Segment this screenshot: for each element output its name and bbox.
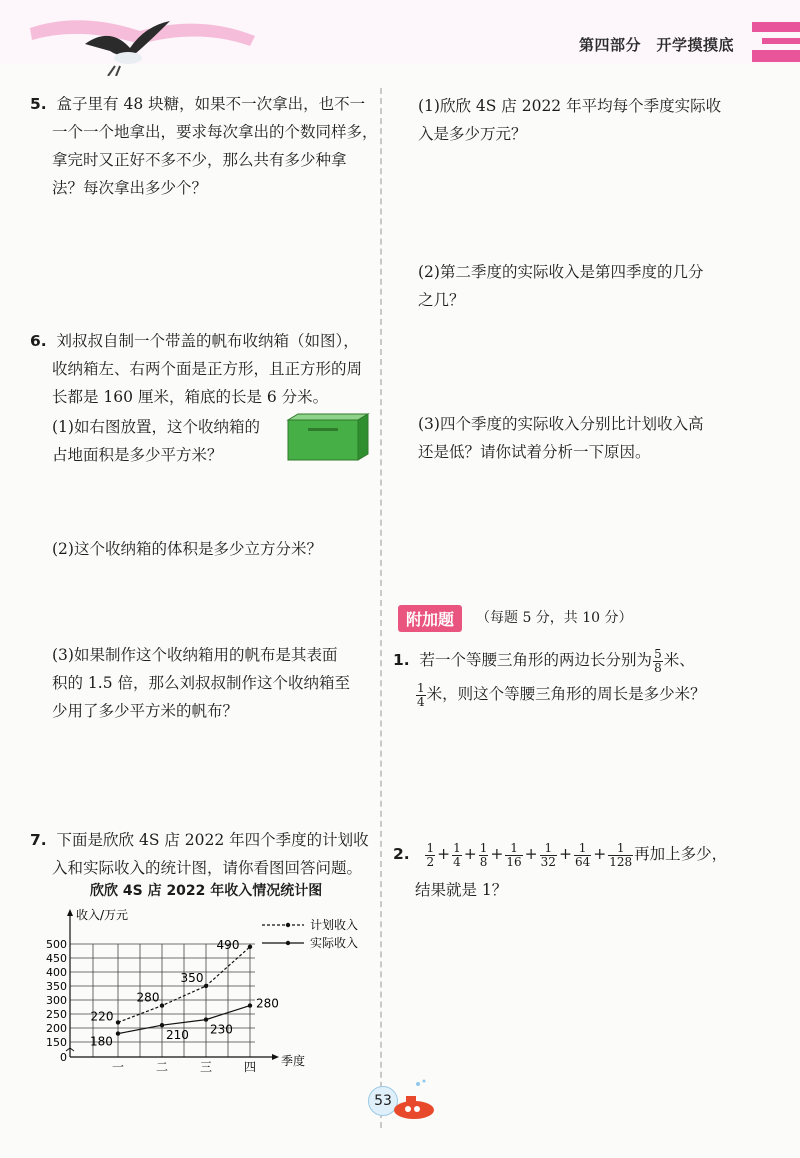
y-tick-label: 350 [46, 980, 67, 993]
plus-sign: + [593, 845, 607, 863]
question-text: (2)这个收纳箱的体积是多少立方分米？ [52, 540, 322, 558]
corner-decoration [740, 14, 800, 74]
denominator: 16 [506, 854, 522, 869]
numerator: 1 [540, 842, 557, 856]
question-text: 积的 1.5 倍，那么刘叔叔制作这个收纳箱至 [52, 674, 351, 692]
data-label: 280 [256, 996, 279, 1011]
data-point [160, 1023, 164, 1027]
question-text: 入是多少万元？ [418, 125, 527, 143]
question-7-part-2 [418, 258, 763, 314]
question-number: 5. [30, 95, 47, 113]
plus-sign: + [437, 845, 451, 863]
denominator: 4 [417, 694, 425, 709]
column-divider [380, 88, 382, 1128]
data-label: 180 [90, 1034, 113, 1049]
question-text: (3)如果制作这个收纳箱用的帆布是其表面 [52, 646, 338, 664]
question-text: 再加上多少， [634, 845, 728, 863]
bonus-section-badge: 附加题 [398, 605, 462, 632]
numerator: 1 [417, 680, 425, 695]
data-point [116, 1031, 120, 1035]
fraction [479, 842, 489, 869]
legend-label: 计划收入 [310, 918, 359, 932]
question-text: 一个一个地拿出，要求每次拿出的个数同样多， [52, 123, 378, 141]
legend-marker [286, 941, 290, 945]
y-axis-label: 收入/万元 [76, 908, 129, 922]
seagull-decoration [20, 6, 260, 76]
question-text: 米，则这个等腰三角形的周长是多少米？ [426, 685, 706, 703]
sub-question-1: (1)如右图放置，这个收纳箱的 [52, 418, 260, 436]
data-point [204, 984, 208, 988]
y-tick-label: 300 [46, 994, 67, 1007]
numerator: 1 [505, 842, 522, 856]
question-text: 下面是欣欣 4S 店 2022 年四个季度的计划收 [56, 831, 369, 849]
question-text: 入和实际收入的统计图，请你看图回答问题。 [52, 859, 363, 877]
sub-question-3 [52, 641, 377, 725]
question-7-part-3 [418, 410, 763, 466]
numerator: 1 [426, 840, 435, 855]
question-number: 2. [393, 845, 410, 863]
denominator: 32 [540, 854, 556, 869]
legend-marker [286, 923, 290, 927]
y-tick-label: 450 [46, 952, 67, 965]
question-7-part-1 [418, 92, 763, 148]
question-7 [30, 826, 375, 882]
legend-label: 实际收入 [310, 936, 359, 950]
question-text: (3)四个季度的实际收入分别比计划收入高 [418, 415, 704, 433]
data-point [116, 1020, 120, 1024]
x-tick-label: 二 [155, 1060, 169, 1074]
section-title: 第四部分 开学摸摸底 [578, 36, 734, 54]
data-label: 220 [90, 1009, 114, 1024]
question-text: 收纳箱左、右两个面是正方形，且正方形的周 [52, 360, 363, 378]
y-tick-label: 500 [46, 938, 67, 951]
data-point [204, 1017, 208, 1021]
fraction [425, 842, 435, 869]
plus-sign: + [490, 845, 504, 863]
x-tick-label: 四 [243, 1060, 257, 1074]
bonus-question-2 [393, 840, 793, 904]
data-label: 230 [210, 1022, 233, 1037]
plus-sign: + [463, 845, 477, 863]
data-point [160, 1003, 164, 1007]
plus-sign: + [524, 845, 538, 863]
fraction [608, 842, 633, 869]
numerator: 1 [479, 840, 488, 855]
y-tick-label: 150 [46, 1036, 67, 1049]
bonus-section-note: （每题 5 分，共 10 分） [476, 610, 633, 626]
data-label: 350 [180, 971, 204, 985]
denominator: 2 [426, 854, 435, 869]
data-point [248, 945, 252, 949]
question-text: 盒子里有 48 块糖，如果不一次拿出，也不一 [56, 95, 366, 113]
question-text: 米、 [663, 651, 695, 669]
x-tick-label: 三 [199, 1060, 213, 1074]
question-text: (2)第二季度的实际收入是第四季度的几分 [418, 263, 704, 281]
question-number: 7. [30, 831, 47, 849]
question-text: 刘叔叔自制一个带盖的帆布收纳箱（如图）， [56, 332, 359, 350]
question-number: 1. [393, 651, 410, 669]
sub-question-2 [52, 535, 372, 563]
data-label: 490 [216, 937, 240, 952]
numerator: 5 [654, 646, 662, 661]
page-number: 53 [368, 1086, 398, 1116]
data-label: 280 [136, 990, 160, 1005]
submarine-decoration [388, 1078, 438, 1122]
question-text: 拿完时又正好不多不少，那么共有多少种拿 [52, 151, 347, 169]
x-axis-label: 季度 [281, 1054, 306, 1068]
data-label: 210 [166, 1028, 189, 1043]
question-text: (1)欣欣 4S 店 2022 年平均每个季度实际收 [418, 97, 722, 115]
storage-box-illustration [286, 412, 370, 462]
numerator: 1 [574, 842, 591, 856]
numerator: 1 [608, 842, 633, 856]
chart-title: 欣欣 4S 店 2022 年收入情况统计图 [90, 883, 323, 899]
question-text: 结果就是 1？ [415, 881, 508, 899]
question-text: 法？每次拿出多少个？ [52, 179, 208, 197]
numerator: 1 [453, 840, 461, 855]
x-tick-label: 一 [111, 1060, 125, 1074]
y-tick-label: 0 [60, 1051, 67, 1064]
fraction [505, 842, 522, 869]
y-axis-arrow [67, 909, 73, 916]
fraction [416, 682, 426, 709]
y-tick-label: 200 [46, 1022, 67, 1035]
question-text: 之几？ [418, 291, 465, 309]
question-text: 若一个等腰三角形的两边长分别为 [419, 651, 653, 669]
data-point [248, 1003, 252, 1007]
question-text: 还是低？请你试着分析一下原因。 [418, 443, 651, 461]
sub-question-1: 占地面积是多少平方米？ [52, 446, 223, 464]
question-number: 6. [30, 332, 47, 350]
bonus-question-1 [393, 646, 793, 714]
fraction [452, 842, 462, 869]
denominator: 4 [453, 854, 461, 869]
denominator: 128 [609, 854, 633, 869]
fraction [653, 648, 663, 675]
denominator: 8 [479, 854, 488, 869]
y-tick-label: 250 [46, 1008, 67, 1021]
y-tick-label: 400 [46, 966, 67, 979]
denominator: 8 [654, 660, 662, 675]
income-line-chart [40, 905, 380, 1075]
fraction [540, 842, 557, 869]
denominator: 64 [574, 854, 591, 869]
question-5 [30, 90, 378, 202]
x-axis-arrow [272, 1054, 279, 1060]
plus-sign: + [558, 845, 572, 863]
question-text: 长都是 160 厘米，箱底的长是 6 分米。 [52, 388, 329, 406]
fraction [574, 842, 591, 869]
question-text: 少用了多少平方米的帆布？ [52, 702, 239, 720]
